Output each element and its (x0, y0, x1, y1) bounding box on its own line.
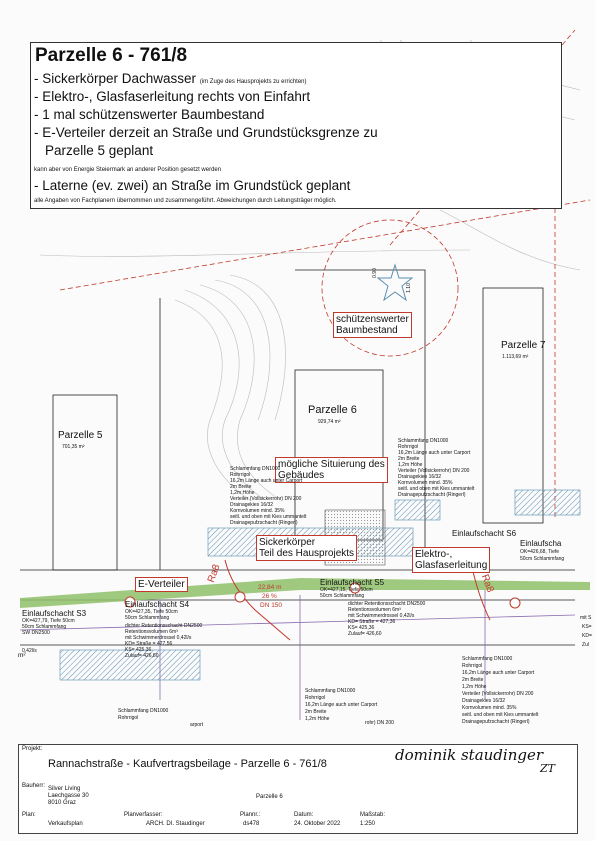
ret-l-2: Retentionsvolumen 6m³ (125, 629, 178, 635)
sch-mid-7: Drainagekies 16/32 (230, 502, 274, 508)
sch-r-3: 16,2m Länge auch unter Carport (398, 450, 471, 456)
ret-l-6: Zulauf= 426,80 (125, 653, 159, 659)
label-parzelle-5-area: 701,35 m² (62, 444, 85, 450)
label-parzelle-6-area: 929,74 m² (318, 419, 341, 425)
sch-r-9: seitl. und oben mit Kies ummantelt (398, 486, 475, 492)
s3-detail-2: 50cm Schlammfang (22, 624, 67, 630)
tb-plan-label: Plan: (22, 812, 36, 818)
label-situ-line2: Gebäudes (278, 470, 325, 481)
ret-l-1: dichter Retentionsschacht DN2500 (125, 623, 203, 629)
note-small-2: alle Angaben von Fachplanern übernommen und zusammengeführt. Abweichungen durch Leitungsträger möglich. (34, 198, 337, 204)
sch-r-4: 2m Breite (398, 456, 420, 462)
s4-detail-2: 50cm Schlammfang (125, 615, 170, 621)
sch-bm-1: Schlammfang DN1000 (305, 688, 356, 694)
ret-m-1: dichter Retentionsschacht DN2500 (348, 601, 426, 607)
label-e-verteiler: E-Verteiler (135, 577, 188, 592)
label-schacht-s4: Einlaufschacht S4 (125, 600, 190, 609)
tb-planverf-label: Planverfasser: (124, 812, 163, 818)
label-sickerkoerper (256, 535, 357, 561)
sch-br-1: Schlammfang DN1000 (462, 656, 513, 662)
ret-m-5: KS= 425,36 (348, 625, 375, 631)
tb-projekt: Rannachstraße - Kaufvertragsbeilage - Parzelle 6 - 761/8 (48, 758, 327, 770)
tb-bauherr-3: 8010 Graz (48, 800, 77, 806)
sch-bm-3: 16,2m Länge auch unter Carport (305, 702, 378, 708)
sch-mid-8: Kornvolumen mind. 35% (230, 508, 285, 514)
sch-r-8: Kornvolumen mind. 35% (398, 480, 453, 486)
label-situ-line1: mögliche Situierung des (278, 459, 385, 470)
sch-br-4: 2m Breite (462, 677, 484, 683)
sch-br-6: Verteiler (Vollsickerrohr) DN 200 (462, 691, 534, 697)
label-zul: Zul (582, 642, 589, 648)
label-schacht-s5: Einlaufschacht S5 (320, 578, 385, 587)
note-line-1 (34, 71, 307, 86)
note-line-4: - E-Verteiler derzeit an Straße und Grundstücksgrenze zu (34, 125, 378, 140)
label-kd: KD= (582, 633, 592, 639)
s4-detail-1: OK=427,35, Tiefe 50cm (125, 609, 178, 615)
sch-r-2: Rohrrigol (398, 444, 419, 450)
sch-br-10: Drainagepufzschacht (Ringerl) (462, 719, 530, 725)
label-dn200: rohr) DN 200 (365, 720, 394, 726)
note-small-1: kann aber von Energie Steiermark an anderer Position gesetzt werden (34, 167, 222, 173)
sch-bl-1: Schlammfang DN1000 (118, 708, 169, 714)
tree-dim-1: 0.90 (371, 268, 378, 278)
label-schuetz-line2: Baumbestand (336, 325, 398, 336)
label-sick-line2: Teil des Hausprojekts (259, 548, 355, 559)
tb-datum-label: Datum: (294, 812, 314, 818)
sch-mid-6: Verteiler (Vollsickerrohr) DN 200 (230, 496, 302, 502)
slope-length: 22,84 m (258, 584, 282, 591)
sch-mid-1: Schlammfang DN1000 (230, 466, 281, 472)
tb-projekt-label: Projekt: (22, 746, 43, 752)
tb-plannr-label: Plannr.: (240, 812, 261, 818)
sch-mid-3: 16,2m Länge auch unter Carport (230, 478, 303, 484)
tb-planverf: ARCH. DI. Staudinger (146, 821, 205, 827)
company-logo: dominik staudinger (395, 746, 544, 764)
sch-detail-2: 50cm Schlammfang (520, 556, 565, 562)
label-carport: arport (190, 722, 204, 728)
tree-dim-2: 1.10 (405, 283, 412, 293)
sch-bm-2: Rohrrigol (305, 695, 326, 701)
retention-area-right (515, 490, 580, 515)
label-ks: KS= (582, 624, 592, 630)
sch-r-10: Drainagepufzschacht (Ringerl) (398, 492, 466, 498)
tb-bauherr-1: Silver Living (48, 786, 81, 792)
tb-datum: 24. Oktober 2022 (294, 821, 341, 827)
sch-mid-4: 2m Breite (230, 484, 252, 490)
label-elek-line1: Elektro-, (415, 549, 453, 560)
label-schuetzenswerter (333, 312, 412, 338)
header-title: Parzelle 6 - 761/8 (35, 45, 188, 66)
ret-l-3: mit Schwimmerdrossel 0,42l/s (125, 635, 192, 641)
ret-m-2: Retentionsvolumen 6m³ (348, 607, 401, 613)
label-ra8-left: Ra8 (205, 562, 223, 585)
sch-mid-9: seitl. und oben mit Kies ummantelt (230, 514, 307, 520)
ret-l-4: KD= Straße = 427,56 (125, 641, 173, 647)
tb-plan: Verkaufsplan (48, 821, 83, 827)
tb-zeichn: ds478 (243, 821, 260, 827)
note-line-3: - 1 mal schützenswerter Baumbestand (34, 107, 265, 122)
label-schacht-s6: Einlaufschacht S6 (452, 529, 517, 538)
tb-bauherr-label: Bauherr: (22, 783, 46, 789)
sch-br-7: Drainagekies 16/32 (462, 698, 506, 704)
label-elektro (412, 547, 490, 573)
slope-percent: 26 % (262, 593, 277, 600)
tb-plannr: Parzelle 6 (256, 794, 283, 800)
label-parzelle-7-area: 1.113,69 m² (502, 354, 529, 360)
sch-br-2: Rohrrigol (462, 663, 483, 669)
sch-mid-2: Rohrrigol (230, 472, 251, 478)
sch-br-5: 1,2m Höhe (462, 684, 487, 690)
label-m2: m² (18, 652, 26, 659)
ret-m-4: KD= Straße = 427,36 (348, 619, 396, 625)
label-mit-s: mit S (580, 615, 592, 621)
slope-dn: DN 150 (260, 602, 283, 609)
note-line-5: Parzelle 5 geplant (45, 143, 154, 158)
note-line-6: - Laterne (ev. zwei) an Straße im Grundstück geplant (34, 178, 351, 193)
label-schacht-s3: Einlaufschacht S3 (22, 609, 87, 618)
note-line-1-sub: (im Zuge des Hausprojekts zu errichten) (199, 79, 307, 85)
tb-bauherr-2: Laechgasse 30 (48, 793, 89, 799)
s5-detail-2: 50cm Schlammfang (320, 593, 365, 599)
sch-bm-5: 1,2m Höhe (305, 716, 330, 722)
label-parzelle-6: Parzelle 6 (308, 404, 357, 416)
label-ra8-right: Ra8 (478, 572, 496, 595)
label-parzelle-7: Parzelle 7 (501, 340, 546, 351)
sch-br-9: seitl. und oben mit Kies ummantelt (462, 712, 539, 718)
label-sick-line1: Sickerkörper (259, 537, 316, 548)
s3-detail-3: SW DN2500 (22, 630, 50, 636)
ret-m-6: Zulauf= 426,60 (348, 631, 382, 637)
ret-l-5: KS= 425,36 (125, 647, 152, 653)
header-notes (30, 42, 562, 209)
label-schuetz-line1: schützenswerter (336, 314, 409, 325)
tb-mass-label: Maßstab: (360, 812, 386, 818)
sch-mid-5: 1,2m Höhe (230, 490, 255, 496)
sch-r-1: Schlammfang DN1000 (398, 438, 449, 444)
retention-area (395, 500, 440, 520)
label-elek-line2: Glasfaserleitung (415, 560, 488, 571)
label-parzelle-5: Parzelle 5 (58, 430, 103, 441)
sch-bl-2: Rohrrigol (118, 715, 139, 721)
sch-detail-1: OK=426,68, Tiefe (520, 549, 560, 555)
ret-m-3: mit Schwimmerdrossel 0,42l/s (348, 613, 415, 619)
s3-detail-1: OK=427,79, Tiefe 50cm (22, 618, 75, 624)
sch-mid-10: Drainagepufzschacht (Ringerl) (230, 520, 298, 526)
green-strip (20, 578, 590, 608)
tb-mass: 1:250 (360, 821, 376, 827)
sch-br-3: 16,2m Länge auch unter Carport (462, 670, 535, 676)
sch-r-6: Verteiler (Vollsickerrohr) DN 200 (398, 468, 470, 474)
sch-r-5: 1,2m Höhe (398, 462, 423, 468)
sch-bm-4: 2m Breite (305, 709, 327, 715)
label-schacht-right: Einlaufscha (520, 539, 562, 548)
note-line-1-text: - Sickerkörper Dachwasser (34, 71, 197, 86)
label-042ls: 0,42l/s (22, 648, 37, 654)
s5-detail-1: OK=427,15, Tiefe 50cm (320, 587, 373, 593)
sch-r-7: Drainagekies 16/32 (398, 474, 442, 480)
sch-br-8: Kornvolumen mind. 35% (462, 705, 517, 711)
note-line-2: - Elektro-, Glasfaserleitung rechts von Einfahrt (34, 89, 311, 104)
company-logo-sub: ZT (540, 762, 555, 775)
